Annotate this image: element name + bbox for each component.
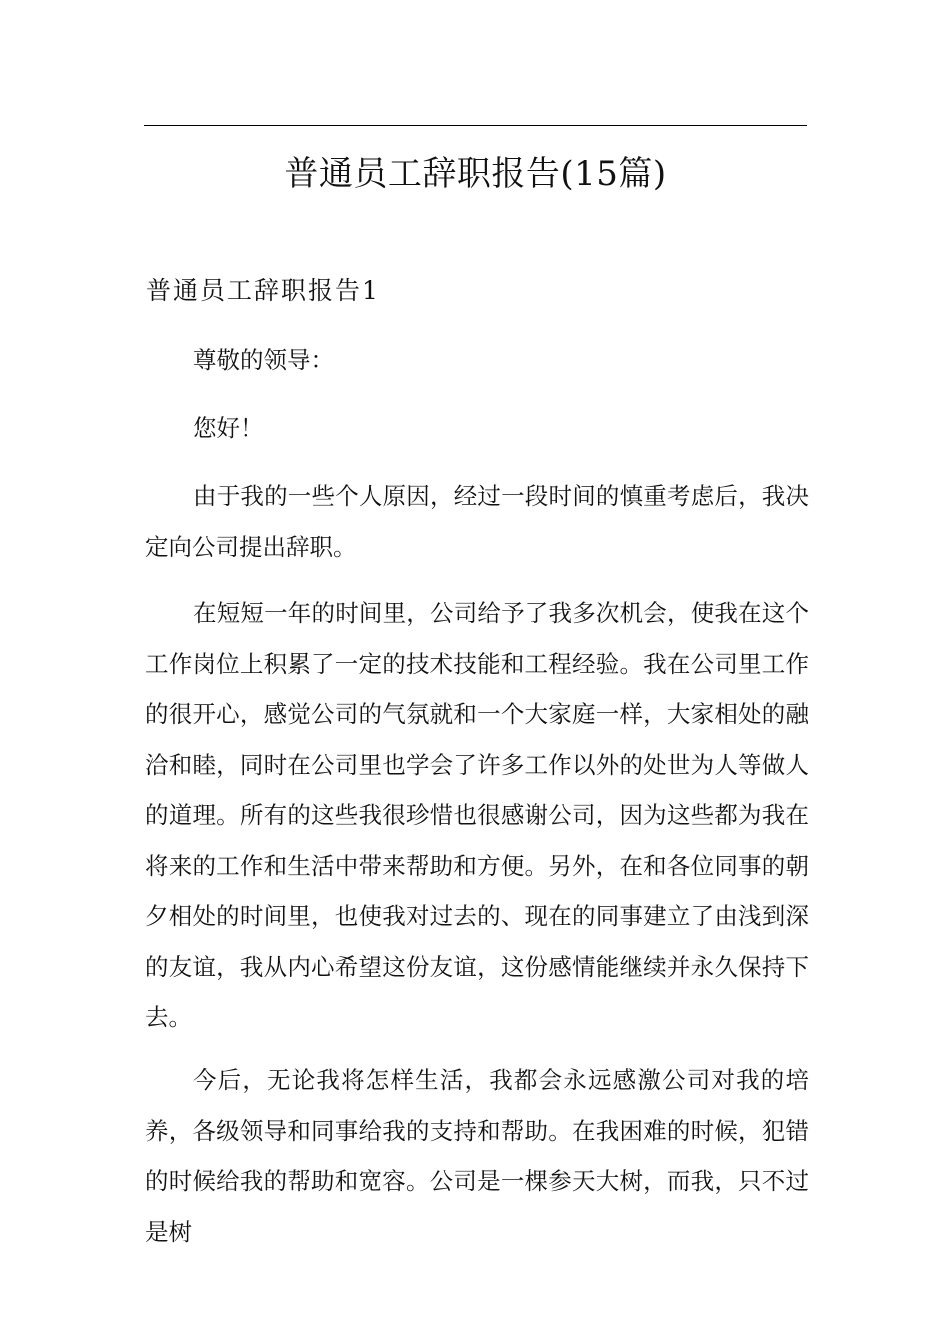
header-rule	[144, 125, 807, 126]
paragraph: 在短短一年的时间里，公司给予了我多次机会，使我在这个工作岗位上积累了一定的技术技能和工程经验。我在公司里工作的很开心，感觉公司的气氛就和一个大家庭一样，大家相处的融洽和睦，同时在公司里也学会了许多工作以外的处世为人等做人的道理。所有的这些我很珍惜也很感谢公司，因为这些都为我在将来的工作和生活中带来帮助和方便。另外，在和各位同事的朝夕相处的时间里，也使我对过去的、现在的同事建立了由浅到深的友谊，我从内心希望这份友谊，这份感情能继续并永久保持下去。	[145, 599, 809, 1031]
document-title: 普通员工辞职报告(15篇)	[284, 154, 667, 194]
paragraph: 由于我的一些个人原因，经过一段时间的慎重考虑后，我决定向公司提出辞职。	[145, 482, 809, 561]
salutation: 尊敬的领导：	[193, 346, 334, 374]
section-heading: 普通员工辞职报告1	[146, 276, 380, 305]
paragraph: 今后，无论我将怎样生活，我都会永远感激公司对我的培养，各级领导和同事给我的支持和帮助。在我困难的时候，犯错的时候给我的帮助和宽容。公司是一棵参天大树，而我，只不过是树	[145, 1066, 809, 1246]
greeting: 您好！	[193, 414, 264, 442]
